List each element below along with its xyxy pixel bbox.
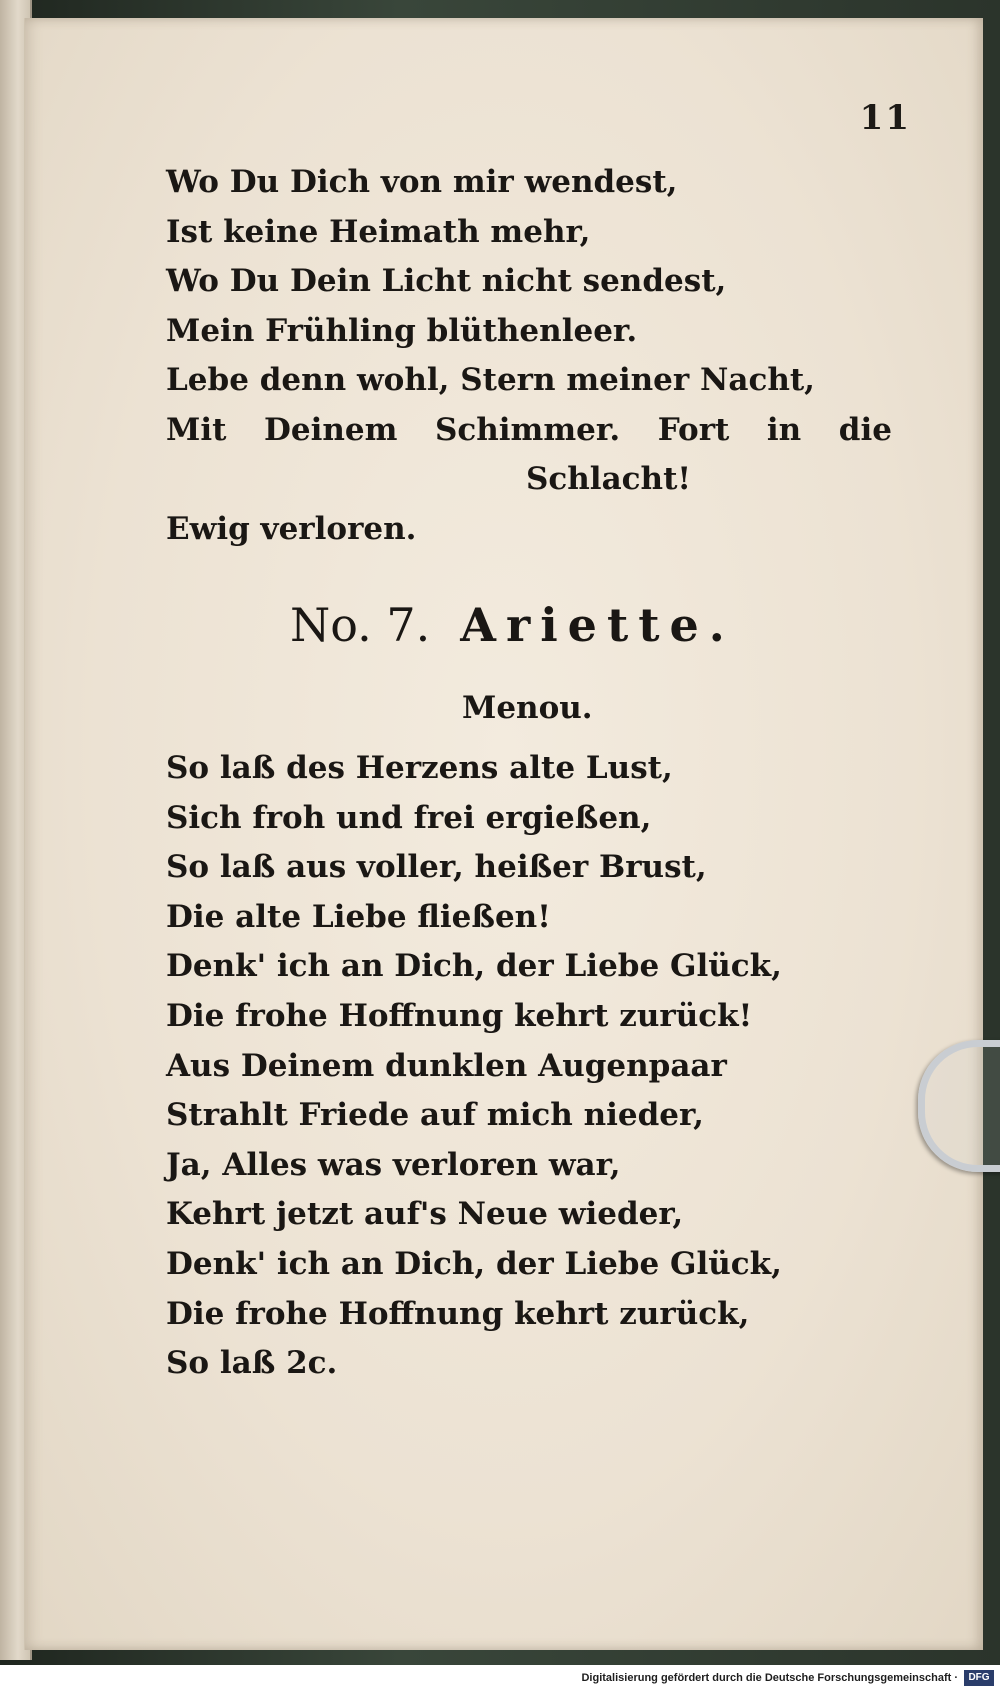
song-composer: Menou.: [462, 690, 593, 726]
poem-line: Strahlt Friede auf mich nieder,: [166, 1097, 704, 1134]
poem-line: Ist keine Heimath mehr,: [166, 213, 591, 250]
poem-stanza-2: [166, 744, 892, 1389]
poem-word: in: [766, 411, 802, 448]
poem-line-justified: [166, 406, 892, 456]
poem-line: Die frohe Hoffnung kehrt zurück,: [166, 1295, 750, 1332]
poem-word: Deinem: [263, 411, 398, 448]
poem-line: Wo Du Dein Licht nicht sendest,: [166, 263, 727, 299]
poem-line: Denk' ich an Dich, der Liebe Glück,: [166, 948, 782, 985]
poem-line: So laß 2c.: [166, 1345, 338, 1382]
poem-line: Aus Deinem dunklen Augenpaar: [166, 1047, 727, 1084]
poem-word: Fort: [657, 411, 730, 448]
poem-line: So laß des Herzens alte Lust,: [166, 750, 673, 786]
poem-line: Sich froh und frei ergießen,: [166, 799, 652, 836]
poem-line: Die frohe Hoffnung kehrt zurück!: [166, 997, 753, 1034]
poem-line: Ewig verloren.: [166, 510, 417, 547]
poem-line: Mein Frühling blüthenleer.: [166, 312, 638, 349]
poem-word: Mit: [166, 411, 227, 448]
poem-line: Ja, Alles was verloren war,: [166, 1146, 621, 1183]
poem-stanza-1: [166, 158, 892, 554]
poem-line: Lebe denn wohl, Stern meiner Nacht,: [166, 362, 815, 398]
poem-line: So laß aus voller, heißer Brust,: [166, 849, 707, 886]
poem-line: Wo Du Dich von mir wendest,: [166, 164, 678, 200]
poem-word: die: [838, 411, 892, 448]
poem-line: Denk' ich an Dich, der Liebe Glück,: [166, 1245, 782, 1282]
digitization-credit: Digitalisierung gefördert durch die Deutsche Forschungsgemeinschaft ·: [581, 1672, 958, 1684]
song-number: No. 7.: [290, 598, 431, 652]
poem-line: Kehrt jetzt auf's Neue wieder,: [166, 1196, 684, 1233]
page-number: 11: [859, 98, 911, 138]
poem-line-runover: Schlacht!: [526, 461, 692, 497]
poem-line: Die alte Liebe fließen!: [166, 898, 551, 935]
song-title: Ariette.: [460, 598, 735, 652]
dfg-logo-icon: DFG: [964, 1670, 994, 1686]
song-heading: [290, 598, 735, 652]
poem-word: Schimmer.: [434, 411, 621, 448]
